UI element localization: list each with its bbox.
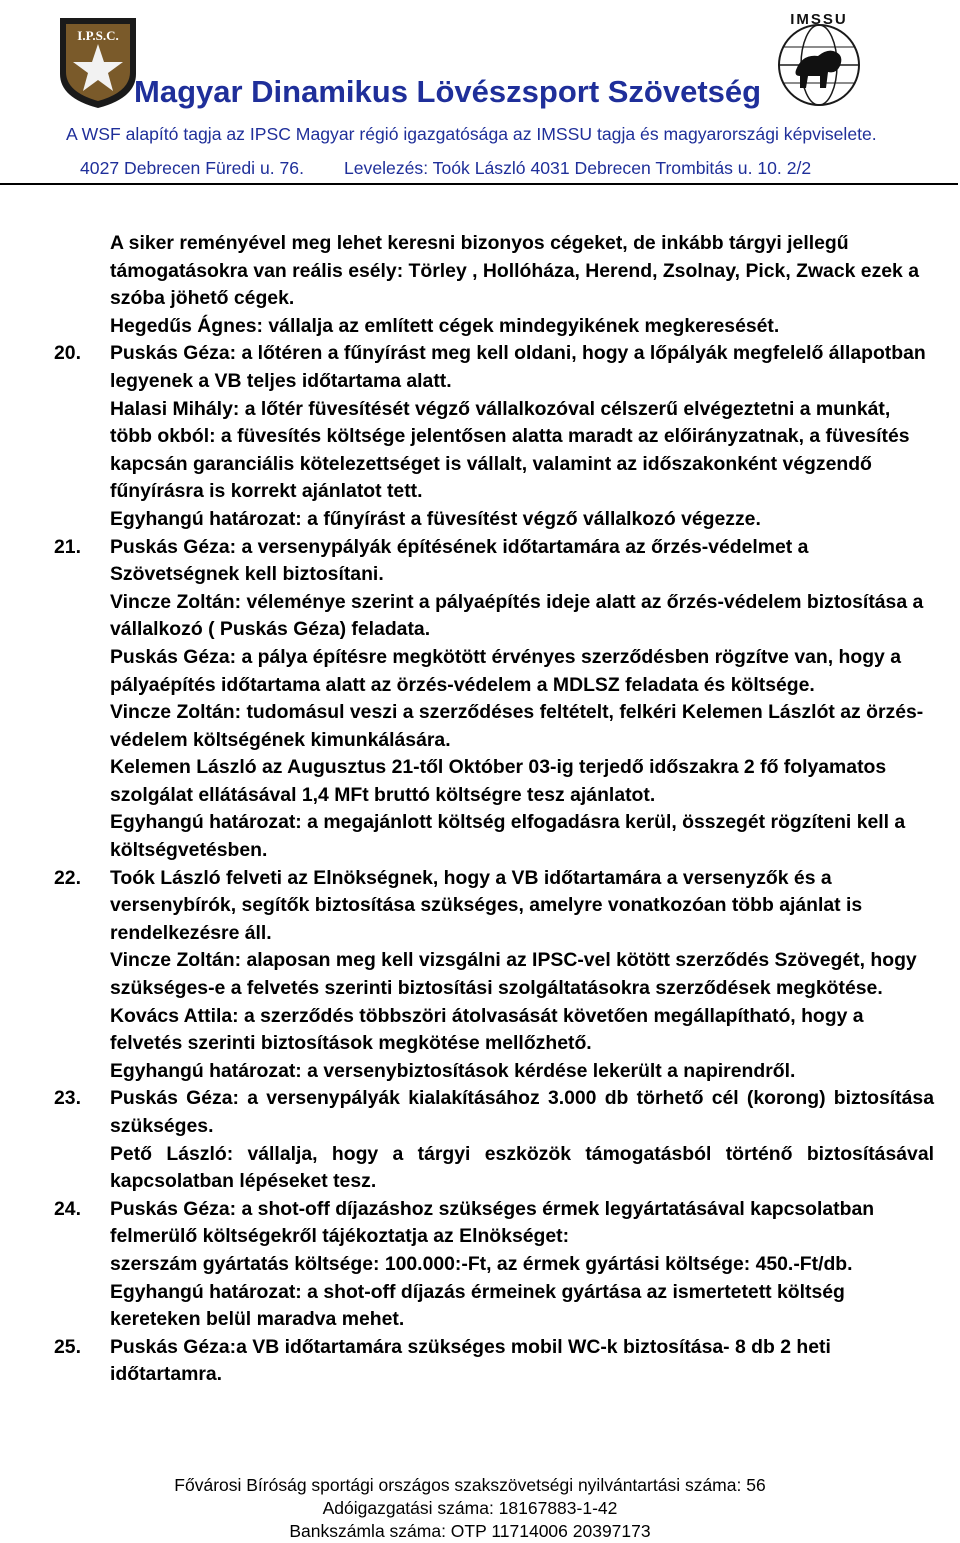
bank-account: Bankszámla száma: OTP 11714006 20397173 (289, 1521, 651, 1541)
ipsc-logo-text: I.P.S.C. (77, 28, 119, 43)
organization-name: Magyar Dinamikus Lövészsport Szövetség (134, 74, 762, 109)
paragraph: Halasi Mihály: a lőtér füvesítését végző vállalkozóval célszerű elvégeztetni a munkát, több okból: a füvesítés költsége jelentősen alatta maradt az előirányzatnak, a füvesítés kapcsán garanciális kötelezettséget is vállalt, valamint az időszakonként végzendő fűnyírásra is korrekt ajánlatot tett. (110, 397, 910, 503)
paragraph: Puskás Géza: a shot-off díjazáshoz szükséges érmek legyártatásával kapcsolatban felmerülő költségekről tájékoztatja az Elnökséget: (110, 1197, 875, 1248)
agenda-item-22 (54, 865, 934, 1086)
ipsc-logo (56, 14, 140, 110)
paragraph: Kovács Attila: a szerződés többszöri átolvasását követően megállapítható, hogy a felvetés szerinti biztosítások megkötése mellőzhető. (110, 1004, 864, 1055)
agenda-item-23 (54, 1085, 934, 1195)
agenda-item-21 (54, 534, 934, 865)
organization-tagline: A WSF alapító tagja az IPSC Magyar régió igazgatósága az IMSSU tagja és magyarországi képviselete. (66, 124, 877, 144)
paragraph: Toók László felveti az Elnökségnek, hogy a VB időtartamára a versenyzők és a versenybírók, segítők biztosítása szükséges, amelyre vonatkozóan több ajánlat is rendelkezésre áll. (110, 866, 863, 944)
paragraph: Puskás Géza:a VB időtartamára szükséges mobil WC-k biztosítása- 8 db 2 heti időtartamra. (110, 1335, 831, 1386)
resolution: Egyhangú határozat: a fűnyírást a füvesítést végző vállalkozó végezze. (110, 507, 761, 530)
header-divider (0, 183, 958, 185)
paragraph: Vincze Zoltán: véleménye szerint a pályaépítés ideje alatt az őrzés-védelem biztosítása a vállalkozó ( Puskás Géza) feladata. (110, 590, 924, 641)
letterhead (0, 0, 960, 186)
paragraph: Pető László: vállalja, hogy a tárgyi eszközök támogatásból történő biztosításával kapcsolatban lépéseket tesz. (110, 1142, 934, 1193)
imssu-logo-text: IMSSU (790, 11, 848, 28)
tax-number: Adóigazgatási száma: 18167883-1-42 (322, 1498, 618, 1518)
registration-number: Fővárosi Bíróság sportági országos szakszövetségi nyilvántartási száma: 56 (174, 1475, 766, 1495)
paragraph: Vincze Zoltán: alaposan meg kell vizsgálni az IPSC-vel kötött szerződés Szövegét, hogy szükséges-e a felvetés szerinti biztosítási szolgáltatásokra szerződések megkötése. (110, 949, 917, 1000)
minutes-body (54, 230, 934, 1389)
item-number: 24. (54, 1197, 81, 1220)
item-number: 20. (54, 342, 81, 365)
paragraph: Kelemen László az Augusztus 21-től Október 03-ig terjedő időszakra 2 fő folyamatos szolgálat ellátásával 1,4 MFt bruttó költségre tesz ajánlatot. (110, 756, 887, 806)
address-line (80, 158, 940, 179)
item-number: 25. (54, 1335, 81, 1358)
item-number: 21. (54, 535, 81, 558)
correspondence-address: Levelezés: Toók László 4031 Debrecen Trombitás u. 10. (343, 158, 782, 178)
item-number: 23. (54, 1087, 81, 1110)
paragraph: A siker reményével meg lehet keresni bizonyos cégeket, de inkább tárgyi jellegű támogatásokra van reális esély: Törley , Hollóháza, Herend, Zsolnay, Pick, Zwack ezek a szóba jöhető cégek. (110, 232, 919, 310)
paragraph: Hegedűs Ágnes: vállalja az említett cégek mindegyikének megkeresését. (110, 314, 780, 337)
paragraph: Vincze Zoltán: tudomásul veszi a szerződéses feltételt, felkéri Kelemen Lászlót az örzés-védelem költségének kimunkálására. (110, 701, 924, 751)
paragraph: Puskás Géza: a lőtéren a fűnyírást meg kell oldani, hogy a lőpályák megfelelő állapotban legyenek a VB teljes időtartama alatt. (110, 342, 926, 392)
paragraph: szerszám gyártatás költsége: 100.000:-Ft, az érmek gyártási költsége: 450.-Ft/db. (110, 1252, 853, 1275)
paragraph: Puskás Géza: a pálya építésre megkötött érvényes szerződésben rögzítve van, hogy a pályaépítés időtartama alatt az örzés-védelem a MDLSZ feladata és költsége. (110, 645, 902, 696)
agenda-item-20 (54, 340, 934, 533)
page-number: 2/2 (786, 158, 812, 178)
office-address: 4027 Debrecen Füredi u. 76. (80, 158, 304, 178)
agenda-item-25 (54, 1334, 934, 1389)
item-number: 22. (54, 866, 81, 889)
agenda-item-24 (54, 1196, 934, 1334)
paragraph: Puskás Géza: a versenypályák építésének időtartamára az őrzés-védelmet a Szövetségnek kell biztosítani. (110, 535, 809, 586)
resolution: Egyhangú határozat: a shot-off díjazás érmeinek gyártása az ismertetett költség kereteken belül maradva mehet. (110, 1280, 845, 1331)
resolution: Egyhangú határozat: a versenybiztosítások kérdése lekerült a napirendről. (110, 1059, 796, 1082)
resolution: Egyhangú határozat: a megajánlott költség elfogadásra kerül, összegét rögzíteni kell a költségvetésben. (110, 811, 906, 862)
agenda-item-continued (54, 230, 934, 340)
page-footer (0, 1474, 940, 1543)
paragraph: Puskás Géza: a versenypályák kialakításához 3.000 db törhető cél (korong) biztosítása szükséges. (110, 1087, 934, 1137)
